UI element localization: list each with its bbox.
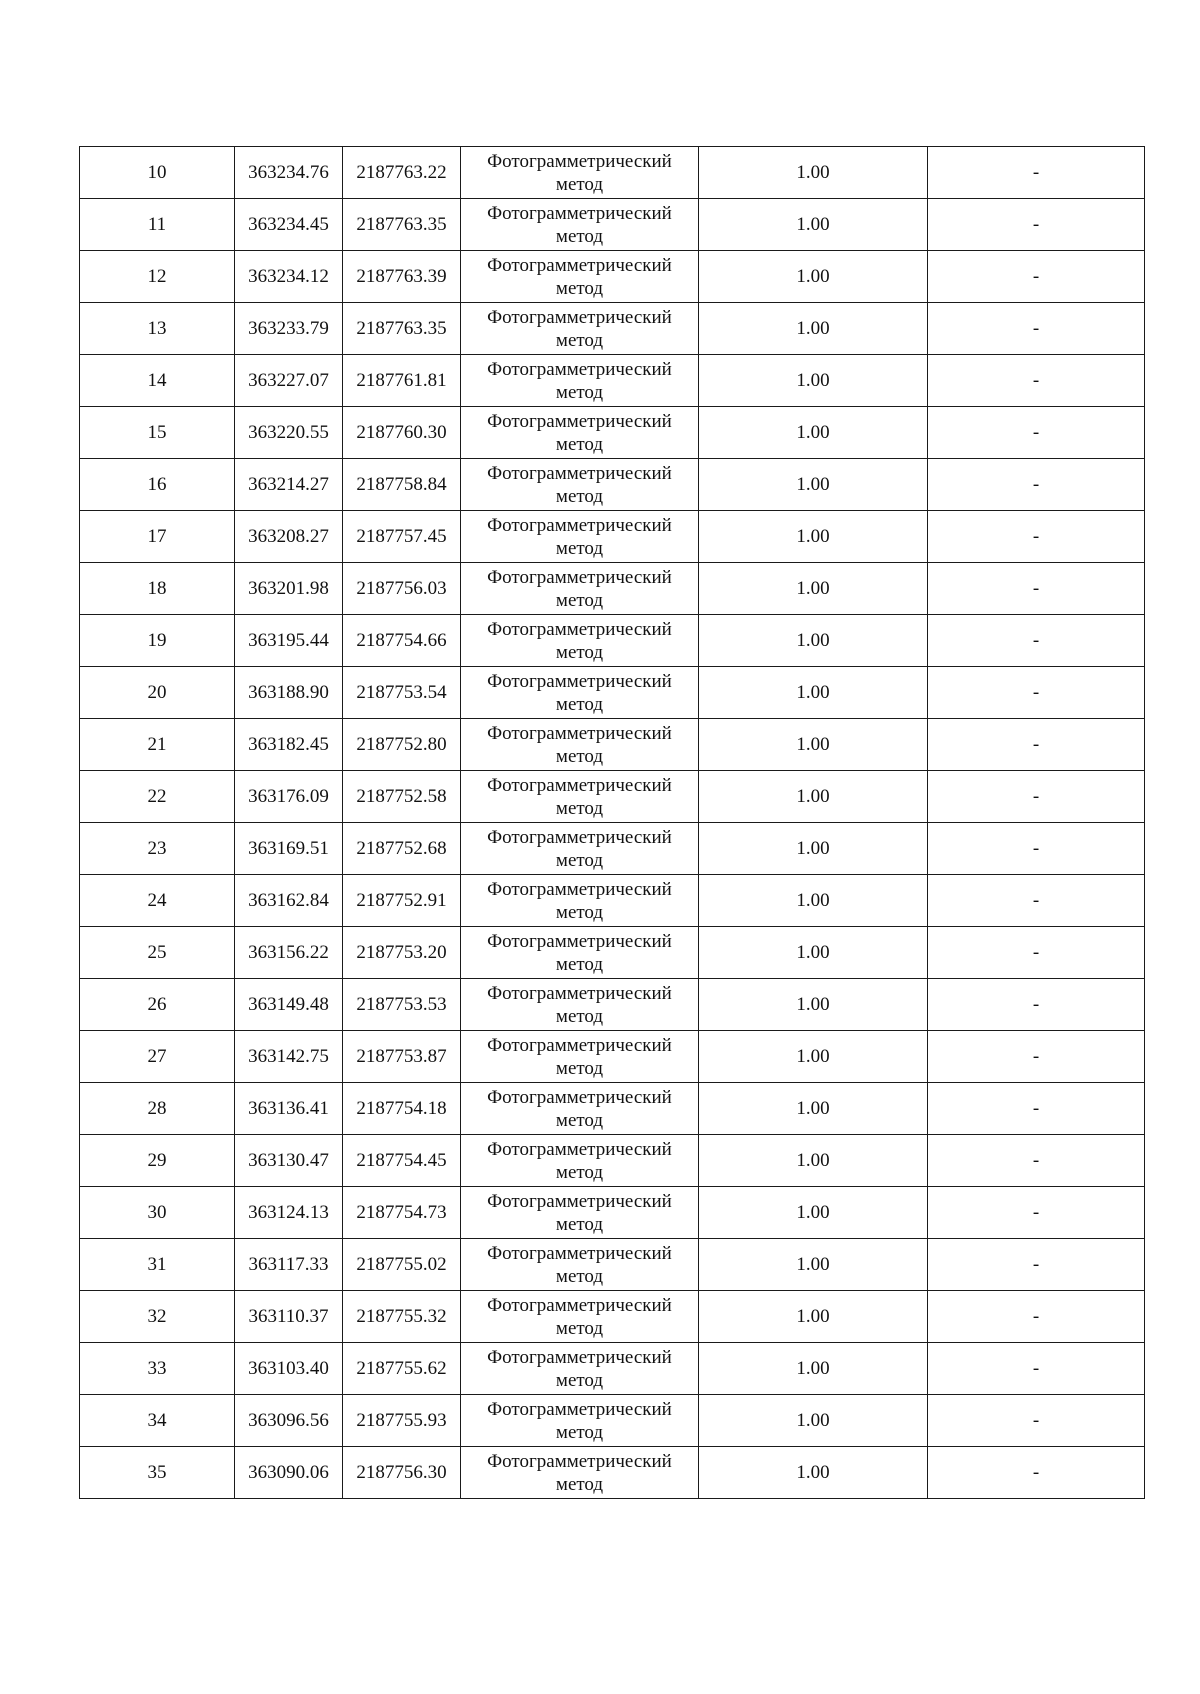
y-coordinate-cell: 2187752.58: [343, 771, 461, 823]
y-coordinate-cell: 2187752.91: [343, 875, 461, 927]
method-text-line2: метод: [555, 1473, 604, 1495]
y-coordinate-cell: 2187753.53: [343, 979, 461, 1031]
method-cell: [461, 1291, 699, 1343]
point-number-cell: 15: [80, 407, 235, 459]
table-row: [80, 667, 1145, 719]
accuracy-cell: 1.00: [699, 459, 928, 511]
table-row: [80, 355, 1145, 407]
method-text-line1: Фотограмметрический: [487, 566, 672, 588]
table-row: [80, 459, 1145, 511]
method-text-line1: Фотограмметрический: [487, 1398, 672, 1420]
point-number-cell: 14: [80, 355, 235, 407]
x-coordinate-cell: 363234.45: [235, 199, 343, 251]
note-cell: -: [928, 875, 1145, 927]
x-coordinate-cell: 363227.07: [235, 355, 343, 407]
x-coordinate-cell: 363234.76: [235, 147, 343, 199]
method-cell: [461, 615, 699, 667]
x-coordinate-cell: 363117.33: [235, 1239, 343, 1291]
method-text-line2: метод: [555, 485, 604, 507]
y-coordinate-cell: 2187756.30: [343, 1447, 461, 1499]
point-number-cell: 34: [80, 1395, 235, 1447]
accuracy-cell: 1.00: [699, 1395, 928, 1447]
y-coordinate-cell: 2187752.68: [343, 823, 461, 875]
method-text-line2: метод: [555, 277, 604, 299]
y-coordinate-cell: 2187763.22: [343, 147, 461, 199]
method-text-line1: Фотограмметрический: [487, 358, 672, 380]
method-text-line2: метод: [555, 849, 604, 871]
table-body: [80, 147, 1145, 1499]
x-coordinate-cell: 363142.75: [235, 1031, 343, 1083]
point-number-cell: 23: [80, 823, 235, 875]
x-coordinate-cell: 363176.09: [235, 771, 343, 823]
accuracy-cell: 1.00: [699, 979, 928, 1031]
table-row: [80, 615, 1145, 667]
table-row: [80, 147, 1145, 199]
y-coordinate-cell: 2187760.30: [343, 407, 461, 459]
y-coordinate-cell: 2187752.80: [343, 719, 461, 771]
x-coordinate-cell: 363182.45: [235, 719, 343, 771]
table-row: [80, 1187, 1145, 1239]
table-row: [80, 199, 1145, 251]
method-cell: [461, 667, 699, 719]
x-coordinate-cell: 363195.44: [235, 615, 343, 667]
point-number-cell: 17: [80, 511, 235, 563]
point-number-cell: 18: [80, 563, 235, 615]
point-number-cell: 21: [80, 719, 235, 771]
method-cell: [461, 823, 699, 875]
method-text-line2: метод: [555, 225, 604, 247]
table-row: [80, 303, 1145, 355]
method-text-line2: метод: [555, 901, 604, 923]
point-number-cell: 33: [80, 1343, 235, 1395]
method-cell: [461, 1187, 699, 1239]
accuracy-cell: 1.00: [699, 251, 928, 303]
note-cell: -: [928, 1083, 1145, 1135]
point-number-cell: 26: [80, 979, 235, 1031]
note-cell: -: [928, 1343, 1145, 1395]
x-coordinate-cell: 363220.55: [235, 407, 343, 459]
method-text-line1: Фотограмметрический: [487, 202, 672, 224]
accuracy-cell: 1.00: [699, 875, 928, 927]
accuracy-cell: 1.00: [699, 1083, 928, 1135]
note-cell: -: [928, 199, 1145, 251]
method-text-line2: метод: [555, 953, 604, 975]
method-text-line1: Фотограмметрический: [487, 1086, 672, 1108]
method-text-line1: Фотограмметрический: [487, 1242, 672, 1264]
accuracy-cell: 1.00: [699, 147, 928, 199]
x-coordinate-cell: 363233.79: [235, 303, 343, 355]
note-cell: -: [928, 355, 1145, 407]
method-text-line2: метод: [555, 589, 604, 611]
method-text-line2: метод: [555, 745, 604, 767]
note-cell: -: [928, 1135, 1145, 1187]
note-cell: -: [928, 563, 1145, 615]
y-coordinate-cell: 2187755.93: [343, 1395, 461, 1447]
point-number-cell: 11: [80, 199, 235, 251]
accuracy-cell: 1.00: [699, 407, 928, 459]
method-text-line1: Фотограмметрический: [487, 150, 672, 172]
accuracy-cell: 1.00: [699, 1447, 928, 1499]
method-text-line2: метод: [555, 1317, 604, 1339]
point-number-cell: 32: [80, 1291, 235, 1343]
table-row: [80, 511, 1145, 563]
y-coordinate-cell: 2187753.54: [343, 667, 461, 719]
y-coordinate-cell: 2187755.62: [343, 1343, 461, 1395]
y-coordinate-cell: 2187753.20: [343, 927, 461, 979]
point-number-cell: 35: [80, 1447, 235, 1499]
note-cell: -: [928, 823, 1145, 875]
note-cell: -: [928, 407, 1145, 459]
y-coordinate-cell: 2187754.73: [343, 1187, 461, 1239]
method-cell: [461, 1447, 699, 1499]
y-coordinate-cell: 2187754.66: [343, 615, 461, 667]
method-cell: [461, 1135, 699, 1187]
method-text-line2: метод: [555, 173, 604, 195]
point-number-cell: 29: [80, 1135, 235, 1187]
point-number-cell: 24: [80, 875, 235, 927]
accuracy-cell: 1.00: [699, 355, 928, 407]
note-cell: -: [928, 459, 1145, 511]
table-row: [80, 823, 1145, 875]
method-text-line2: метод: [555, 1005, 604, 1027]
method-cell: [461, 875, 699, 927]
accuracy-cell: 1.00: [699, 303, 928, 355]
table-row: [80, 927, 1145, 979]
accuracy-cell: 1.00: [699, 615, 928, 667]
method-cell: [461, 771, 699, 823]
y-coordinate-cell: 2187755.02: [343, 1239, 461, 1291]
method-text-line1: Фотограмметрический: [487, 254, 672, 276]
x-coordinate-cell: 363103.40: [235, 1343, 343, 1395]
y-coordinate-cell: 2187754.18: [343, 1083, 461, 1135]
x-coordinate-cell: 363096.56: [235, 1395, 343, 1447]
note-cell: -: [928, 615, 1145, 667]
table-row: [80, 1343, 1145, 1395]
method-cell: [461, 251, 699, 303]
method-text-line2: метод: [555, 641, 604, 663]
method-cell: [461, 459, 699, 511]
method-text-line2: метод: [555, 693, 604, 715]
table-row: [80, 251, 1145, 303]
coordinates-table: [79, 146, 1145, 1499]
method-cell: [461, 979, 699, 1031]
method-text-line1: Фотограмметрический: [487, 722, 672, 744]
method-cell: [461, 719, 699, 771]
method-text-line1: Фотограмметрический: [487, 826, 672, 848]
x-coordinate-cell: 363124.13: [235, 1187, 343, 1239]
method-text-line2: метод: [555, 381, 604, 403]
note-cell: -: [928, 1239, 1145, 1291]
accuracy-cell: 1.00: [699, 1291, 928, 1343]
method-text-line1: Фотограмметрический: [487, 618, 672, 640]
method-cell: [461, 1343, 699, 1395]
method-text-line1: Фотограмметрический: [487, 1190, 672, 1212]
note-cell: -: [928, 1031, 1145, 1083]
note-cell: -: [928, 1291, 1145, 1343]
x-coordinate-cell: 363162.84: [235, 875, 343, 927]
accuracy-cell: 1.00: [699, 1343, 928, 1395]
method-text-line2: метод: [555, 1421, 604, 1443]
x-coordinate-cell: 363149.48: [235, 979, 343, 1031]
point-number-cell: 16: [80, 459, 235, 511]
y-coordinate-cell: 2187753.87: [343, 1031, 461, 1083]
x-coordinate-cell: 363130.47: [235, 1135, 343, 1187]
method-text-line1: Фотограмметрический: [487, 774, 672, 796]
method-text-line1: Фотограмметрический: [487, 878, 672, 900]
accuracy-cell: 1.00: [699, 199, 928, 251]
point-number-cell: 30: [80, 1187, 235, 1239]
method-text-line2: метод: [555, 1109, 604, 1131]
table-row: [80, 1031, 1145, 1083]
method-text-line2: метод: [555, 1213, 604, 1235]
accuracy-cell: 1.00: [699, 563, 928, 615]
x-coordinate-cell: 363156.22: [235, 927, 343, 979]
method-text-line1: Фотограмметрический: [487, 462, 672, 484]
note-cell: -: [928, 1187, 1145, 1239]
accuracy-cell: 1.00: [699, 1031, 928, 1083]
note-cell: -: [928, 1395, 1145, 1447]
accuracy-cell: 1.00: [699, 771, 928, 823]
accuracy-cell: 1.00: [699, 823, 928, 875]
method-cell: [461, 147, 699, 199]
method-text-line1: Фотограмметрический: [487, 1450, 672, 1472]
note-cell: -: [928, 979, 1145, 1031]
table-row: [80, 875, 1145, 927]
point-number-cell: 10: [80, 147, 235, 199]
accuracy-cell: 1.00: [699, 511, 928, 563]
method-cell: [461, 407, 699, 459]
point-number-cell: 19: [80, 615, 235, 667]
table-row: [80, 1395, 1145, 1447]
accuracy-cell: 1.00: [699, 1135, 928, 1187]
table-row: [80, 1083, 1145, 1135]
accuracy-cell: 1.00: [699, 927, 928, 979]
note-cell: -: [928, 1447, 1145, 1499]
y-coordinate-cell: 2187754.45: [343, 1135, 461, 1187]
method-text-line2: метод: [555, 1057, 604, 1079]
accuracy-cell: 1.00: [699, 1187, 928, 1239]
table-row: [80, 719, 1145, 771]
method-cell: [461, 1395, 699, 1447]
method-cell: [461, 303, 699, 355]
x-coordinate-cell: 363090.06: [235, 1447, 343, 1499]
method-text-line2: метод: [555, 797, 604, 819]
method-cell: [461, 563, 699, 615]
table-row: [80, 1447, 1145, 1499]
method-text-line1: Фотограмметрический: [487, 1034, 672, 1056]
method-text-line1: Фотограмметрический: [487, 930, 672, 952]
method-text-line1: Фотограмметрический: [487, 1346, 672, 1368]
y-coordinate-cell: 2187763.35: [343, 199, 461, 251]
point-number-cell: 13: [80, 303, 235, 355]
note-cell: -: [928, 251, 1145, 303]
note-cell: -: [928, 667, 1145, 719]
method-text-line2: метод: [555, 1369, 604, 1391]
x-coordinate-cell: 363201.98: [235, 563, 343, 615]
method-cell: [461, 1083, 699, 1135]
table-row: [80, 1239, 1145, 1291]
method-cell: [461, 1239, 699, 1291]
y-coordinate-cell: 2187757.45: [343, 511, 461, 563]
method-cell: [461, 1031, 699, 1083]
point-number-cell: 27: [80, 1031, 235, 1083]
method-text-line1: Фотограмметрический: [487, 410, 672, 432]
table-row: [80, 771, 1145, 823]
y-coordinate-cell: 2187761.81: [343, 355, 461, 407]
y-coordinate-cell: 2187763.39: [343, 251, 461, 303]
x-coordinate-cell: 363214.27: [235, 459, 343, 511]
note-cell: -: [928, 927, 1145, 979]
note-cell: -: [928, 511, 1145, 563]
accuracy-cell: 1.00: [699, 719, 928, 771]
method-text-line2: метод: [555, 329, 604, 351]
accuracy-cell: 1.00: [699, 1239, 928, 1291]
y-coordinate-cell: 2187763.35: [343, 303, 461, 355]
x-coordinate-cell: 363208.27: [235, 511, 343, 563]
method-text-line2: метод: [555, 1265, 604, 1287]
method-text-line1: Фотограмметрический: [487, 306, 672, 328]
x-coordinate-cell: 363136.41: [235, 1083, 343, 1135]
table-row: [80, 1135, 1145, 1187]
x-coordinate-cell: 363110.37: [235, 1291, 343, 1343]
table-row: [80, 407, 1145, 459]
x-coordinate-cell: 363234.12: [235, 251, 343, 303]
method-text-line1: Фотограмметрический: [487, 982, 672, 1004]
x-coordinate-cell: 363169.51: [235, 823, 343, 875]
y-coordinate-cell: 2187755.32: [343, 1291, 461, 1343]
point-number-cell: 31: [80, 1239, 235, 1291]
method-text-line2: метод: [555, 537, 604, 559]
note-cell: -: [928, 303, 1145, 355]
method-text-line1: Фотограмметрический: [487, 1138, 672, 1160]
method-cell: [461, 355, 699, 407]
method-text-line1: Фотограмметрический: [487, 1294, 672, 1316]
method-text-line2: метод: [555, 1161, 604, 1183]
note-cell: -: [928, 719, 1145, 771]
method-cell: [461, 199, 699, 251]
point-number-cell: 25: [80, 927, 235, 979]
method-text-line2: метод: [555, 433, 604, 455]
point-number-cell: 20: [80, 667, 235, 719]
accuracy-cell: 1.00: [699, 667, 928, 719]
note-cell: -: [928, 147, 1145, 199]
point-number-cell: 28: [80, 1083, 235, 1135]
point-number-cell: 22: [80, 771, 235, 823]
table-row: [80, 979, 1145, 1031]
method-cell: [461, 927, 699, 979]
note-cell: -: [928, 771, 1145, 823]
y-coordinate-cell: 2187756.03: [343, 563, 461, 615]
table-row: [80, 563, 1145, 615]
x-coordinate-cell: 363188.90: [235, 667, 343, 719]
table-row: [80, 1291, 1145, 1343]
method-text-line1: Фотограмметрический: [487, 670, 672, 692]
method-cell: [461, 511, 699, 563]
point-number-cell: 12: [80, 251, 235, 303]
y-coordinate-cell: 2187758.84: [343, 459, 461, 511]
method-text-line1: Фотограмметрический: [487, 514, 672, 536]
